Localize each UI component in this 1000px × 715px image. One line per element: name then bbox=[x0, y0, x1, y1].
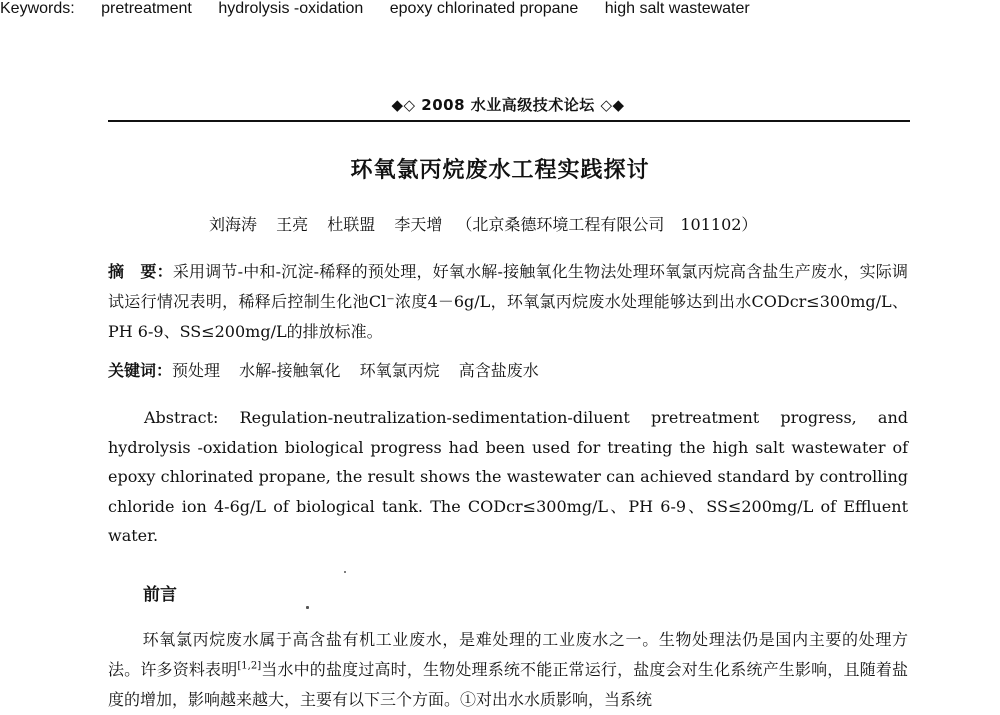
author-affiliation: （北京桑德环境工程有限公司 101102） bbox=[456, 215, 758, 234]
abstract-cn-label: 摘 要： bbox=[108, 262, 173, 281]
author-name: 王亮 bbox=[276, 215, 309, 234]
scan-speck bbox=[344, 571, 346, 573]
abstract-chinese bbox=[108, 257, 908, 347]
keyword-en: epoxy chlorinated propane bbox=[389, 0, 579, 17]
keyword-en: high salt wastewater bbox=[604, 0, 750, 17]
keyword-cn: 环氧氯丙烷 bbox=[359, 361, 440, 380]
abstract-cn-text: 采用调节-中和-沉淀-稀释的预处理，好氧水解-接触氧化生物法处理环氧氯丙烷高含盐生产废水，实际调试运行情况表明，稀释后控制生化池Cl⁻浓度4－6g/L，环氧氯丙烷废水处理能够达到出水CODcr≤300mg/L、PH 6-9、SS≤200mg/L的排放标准。 bbox=[108, 262, 908, 341]
scan-speck bbox=[306, 606, 309, 609]
abstract-en-text: Abstract: Regulation-neutralization-sedimentation-diluent pretreatment progress, and hydrolysis -oxidation biological progress had been used for treating the high salt wastewater of epoxy chlorinated propane, the result shows the wastewater can achieved standard by controlling chloride ion 4-6g/L of biological tank. The CODcr≤300mg/L、PH 6-9、SS≤200mg/L of Effluent water. bbox=[108, 408, 908, 545]
keyword-cn: 高含盐废水 bbox=[458, 361, 539, 380]
keywords-chinese bbox=[108, 358, 908, 384]
keywords-en-label: Keywords: bbox=[0, 0, 75, 17]
header-rule bbox=[108, 120, 910, 122]
author-name: 杜联盟 bbox=[327, 215, 376, 234]
running-header: ◆◇ 2008 水业高级技术论坛 ◇◆ bbox=[391, 96, 625, 114]
keyword-en: hydrolysis -oxidation bbox=[218, 0, 364, 17]
preface-heading: 前言 bbox=[143, 585, 177, 605]
keyword-cn: 预处理 bbox=[172, 361, 221, 380]
author-line bbox=[209, 212, 757, 235]
author-name: 李天增 bbox=[394, 215, 443, 234]
keywords-english bbox=[0, 0, 770, 18]
preface-paragraph bbox=[108, 625, 908, 715]
preface-text: 环氧氯丙烷废水属于高含盐有机工业废水，是难处理的工业废水之一。生物处理法仍是国内主要的处理方法。许多资料表明 bbox=[108, 630, 908, 679]
abstract-english bbox=[108, 403, 908, 551]
keywords-cn-label: 关键词： bbox=[108, 361, 173, 380]
author-name: 刘海涛 bbox=[209, 215, 258, 234]
paper-title: 环氧氯丙烷废水工程实践探讨 bbox=[350, 158, 650, 183]
preface-text-continued: 当水中的盐度过高时，生物处理系统不能正常运行，盐度会对生化系统产生影响，且随着盐度的增加，影响越来越大，主要有以下三个方面。①对出水水质影响，当系统 bbox=[108, 660, 908, 709]
citation-ref: [1,2] bbox=[237, 660, 262, 672]
keyword-en: pretreatment bbox=[101, 0, 192, 17]
keyword-cn: 水解-接触氧化 bbox=[239, 361, 341, 380]
